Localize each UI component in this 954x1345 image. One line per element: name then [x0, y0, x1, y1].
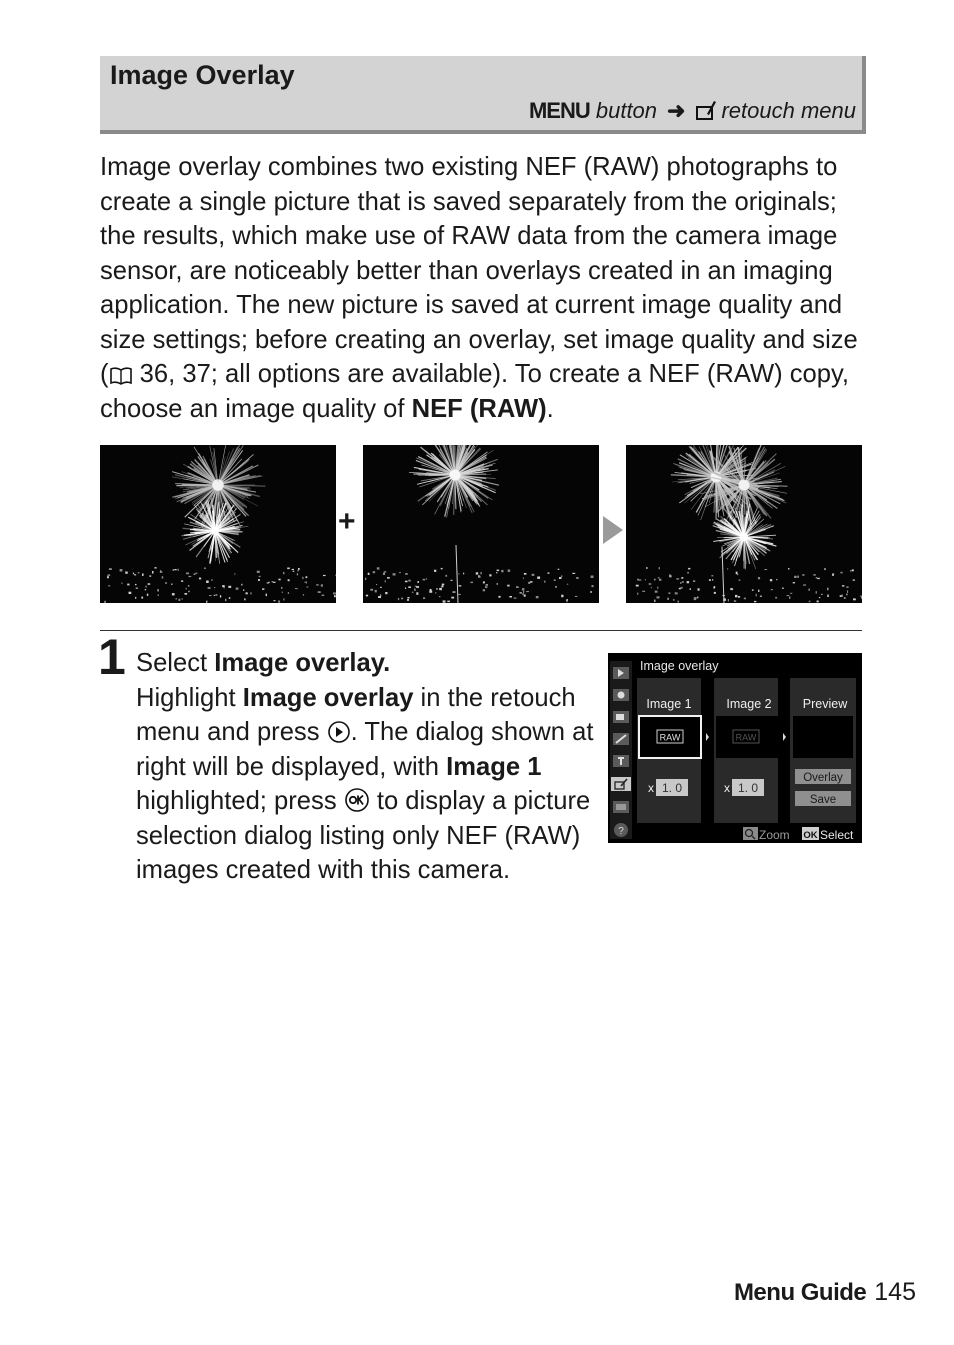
step-text-a: Select: [136, 649, 215, 677]
section-divider: [100, 630, 862, 631]
section-header: [100, 56, 866, 134]
page-footer: [734, 1278, 916, 1307]
step-text-b: Highlight: [136, 683, 243, 712]
step-text-c: in the retouch menu and press: [136, 683, 576, 746]
svg-text:?: ?: [618, 826, 624, 837]
lcd-image1-label: Image 1: [646, 697, 692, 711]
plus-sign: +: [338, 505, 356, 538]
arrow-icon: ➜: [667, 98, 686, 123]
firework-photo-2: [363, 445, 599, 603]
playback-tab-icon: [613, 667, 629, 679]
menu-button-label: MENU: [528, 98, 590, 123]
step-1-text: [136, 646, 596, 888]
multi-selector-right-icon: [327, 720, 351, 744]
lcd-raw-badge-1: RAW: [659, 732, 681, 743]
help-tab-icon: [614, 823, 628, 837]
button-text: button: [595, 98, 658, 123]
lcd-gain-x-1: x: [648, 781, 654, 795]
intro-paragraph: [100, 150, 870, 426]
page-title: Image Overlay: [110, 60, 295, 90]
movie-tab-icon: [613, 711, 629, 723]
lcd-gain-value-2[interactable]: 1. 0: [737, 781, 759, 795]
camera-tab-icon: [613, 689, 629, 701]
retouch-menu-icon: [695, 99, 717, 121]
lcd-gain-value-1[interactable]: 1. 0: [661, 781, 683, 795]
step-text-d: . The dialog shown at right will be displayed, with: [136, 718, 594, 781]
intro-end: .: [546, 394, 554, 423]
arrow-right-icon: [603, 516, 623, 544]
camera-lcd-screenshot: [608, 653, 862, 843]
intro-text-2: 36, 37; all options are available). To create a NEF (RAW) copy, choose an image quality of: [100, 360, 850, 423]
intro-bold: NEF (RAW): [411, 394, 547, 423]
step-text-f: to display a picture selection dialog listing only NEF (RAW) images created with this camera.: [136, 787, 591, 884]
lcd-ok-icon: OK: [803, 830, 818, 841]
intro-text-1: Image overlay combines two existing NEF (RAW) photographs to create a single picture that is saved separately from the originals; the results, which make use of RAW data from the camera image sensor, are noticeably better than overlays created in an imaging application. The new picture is saved at current image quality and size settings; before creating an overlay, set image quality and size (: [100, 153, 858, 388]
lcd-gain-x-2: x: [724, 781, 730, 795]
retouch-menu-text: retouch menu: [721, 98, 856, 123]
ok-button-icon: [344, 787, 370, 813]
step-bold-b: Image overlay: [242, 683, 414, 712]
page-number: 145: [874, 1278, 916, 1306]
step-bold-a: Image overlay.: [214, 649, 391, 677]
lcd-select-hint: Select: [820, 828, 854, 842]
lcd-raw-badge-2: RAW: [735, 732, 757, 743]
firework-photo-result: [626, 445, 862, 603]
custom-tab-icon: [613, 733, 629, 745]
step-number: 1: [98, 629, 126, 685]
firework-photo-1: [100, 445, 336, 603]
lcd-title: Image overlay: [640, 659, 719, 673]
lcd-save-button[interactable]: Save: [809, 794, 837, 806]
retouch-tab-icon: [611, 777, 631, 791]
menu-path: [529, 98, 856, 124]
lcd-zoom-hint: Zoom: [759, 828, 790, 842]
lcd-arrow-2: [783, 733, 786, 741]
step-text-e: highlighted; press: [136, 787, 344, 815]
lcd-preview-label: Preview: [802, 697, 848, 711]
lcd-image2-label: Image 2: [726, 697, 772, 711]
lcd-arrow-1: [706, 733, 709, 741]
step-bold-c: Image 1: [446, 752, 542, 781]
lcd-preview-slot: [793, 716, 853, 758]
book-reference-icon: [109, 366, 133, 386]
setup-tab-icon: [613, 755, 629, 767]
lcd-overlay-button[interactable]: Overlay: [803, 772, 843, 784]
mymenu-tab-icon: [613, 801, 629, 813]
section-name: Menu Guide: [733, 1279, 867, 1306]
